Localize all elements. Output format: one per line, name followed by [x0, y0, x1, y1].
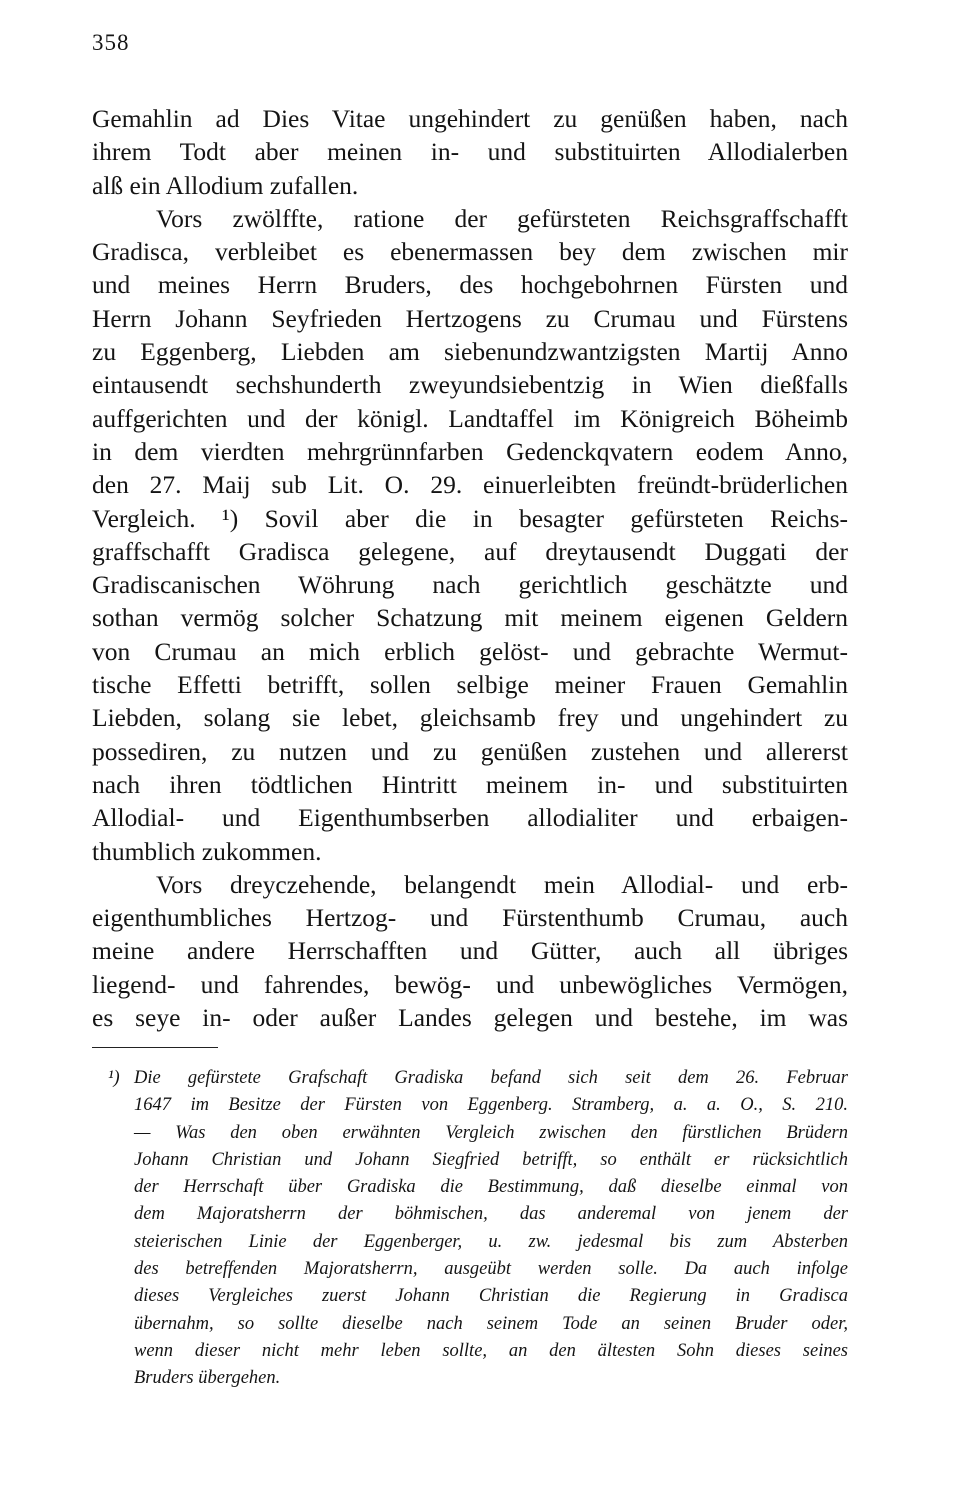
text-line: Vors zwölffte, ratione der gefürsteten Reichsgraffschafft — [156, 203, 848, 233]
footnote-line: 1647 im Besitze der Fürsten von Eggenberg. Stramberg, a. a. O., S. 210. — [134, 1095, 848, 1116]
text-line: Liebden, solang sie lebet, gleichsamb frey und ungehindert zu — [92, 703, 848, 733]
footnote-line: übernahm, so sollte dieselbe nach seinem Tode an seinen Bruder oder, — [134, 1313, 848, 1334]
text-line: auffgerichten und der königl. Landtaffel im Königreich Böheimb — [92, 403, 848, 433]
main-text-block — [92, 102, 848, 1034]
footnote-line — [108, 1065, 848, 1092]
text-line: alß ein Allodium zufallen. — [92, 170, 359, 200]
text-line: Allodial- und Eigenthumbserben allodialiter und erbaigen- — [92, 803, 848, 833]
text-line: Herrn Johann Seyfrieden Hertzogens zu Crumau und Fürstens — [92, 303, 848, 333]
footnote-separator — [92, 1047, 218, 1048]
text-line: sothan vermög solcher Schatzung mit meinem eigenen Geldern — [92, 603, 848, 633]
text-line: tische Effetti betrifft, sollen selbige meiner Frauen Gemahlin — [92, 670, 848, 700]
footnote-line: steierischen Linie der Eggenberger, u. zw. jedesmal bis zum Absterben — [134, 1231, 848, 1252]
text-line: eintausendt sechshunderth zweyundsiebentzig in Wien dießfalls — [92, 370, 848, 400]
text-line: meine andere Herrschafften und Gütter, auch all übriges — [92, 936, 848, 966]
text-line: Gradiscanischen Wöhrung nach gerichtlich geschätzte und — [92, 570, 848, 600]
text-line: Vors dreyczehende, belangendt mein Allodial- und erb- — [156, 869, 848, 899]
text-line: Gemahlin ad Dies Vitae ungehindert zu genüßen haben, nach — [92, 104, 848, 133]
text-line: und meines Herrn Bruders, des hochgebohrnen Fürsten und — [92, 270, 848, 300]
footnote-line-text: Die gefürstete Grafschaft Gradiska befand sich seit dem 26. Februar — [134, 1068, 848, 1088]
footnote-line: Bruders übergehen. — [134, 1368, 281, 1389]
text-line: Gradisca, verbleibet es ebenermassen bey dem zwischen mir — [92, 237, 848, 267]
footnote-line: der Herrschaft über Gradiska die Bestimmung, daß dieselbe einmal von — [134, 1177, 848, 1198]
footnote-line: des betreffenden Majoratsherrn, ausgeübt werden solle. Da auch infolge — [134, 1259, 848, 1280]
footnote-line: dieses Vergleiches zuerst Johann Christian die Regierung in Gradisca — [134, 1286, 848, 1307]
footnote-line: wenn dieser nicht mehr leben sollte, an den ältesten Sohn dieses seines — [134, 1340, 848, 1361]
text-line: eigenthumbliches Hertzog- und Fürstenthumb Crumau, auch — [92, 903, 848, 933]
text-line: es seye in- oder außer Landes gelegen und bestehe, im was — [92, 1003, 848, 1033]
text-line: von Crumau an mich erblich gelöst- und gebrachte Wermut- — [92, 636, 848, 666]
footnote-block — [108, 1065, 848, 1393]
text-line: den 27. Maij sub Lit. O. 29. einuerleibten freündt-brüderlichen — [92, 470, 848, 500]
text-line: liegend- und fahrendes, bewög- und unbewögliches Vermögen, — [92, 969, 848, 999]
text-line: in dem vierdten mehrgrünnfarben Gedenckqvatern eodem Anno, — [92, 436, 848, 466]
text-line: nach ihren tödtlichen Hintritt meinem in- und substituirten — [92, 769, 848, 799]
text-line: zu Eggenberg, Liebden am siebenundzwantzigsten Martij Anno — [92, 337, 848, 367]
text-line: ihrem Todt aber meinen in- und substituirten Allodialerben — [92, 137, 848, 167]
footnote-line: Johann Christian und Johann Siegfried betrifft, so enthält er rücksichtlich — [134, 1149, 848, 1170]
page-number: 358 — [92, 30, 130, 55]
text-line: Vergleich. ¹) Sovil aber die in besagter gefürsteten Reichs- — [92, 503, 848, 533]
footnote-line: — Was den oben erwähnten Vergleich zwischen den fürstlichen Brüdern — [134, 1122, 848, 1143]
footnote-marker: ¹) — [108, 1068, 120, 1088]
footnote-line: dem Majoratsherrn der böhmischen, das anderemal von jenem der — [134, 1204, 848, 1225]
text-line: graffschafft Gradisca gelegene, auf dreytausendt Duggati der — [92, 536, 848, 566]
text-line: thumblich zukommen. — [92, 836, 322, 866]
text-line: possediren, zu nutzen und zu genüßen zustehen und allererst — [92, 736, 848, 766]
